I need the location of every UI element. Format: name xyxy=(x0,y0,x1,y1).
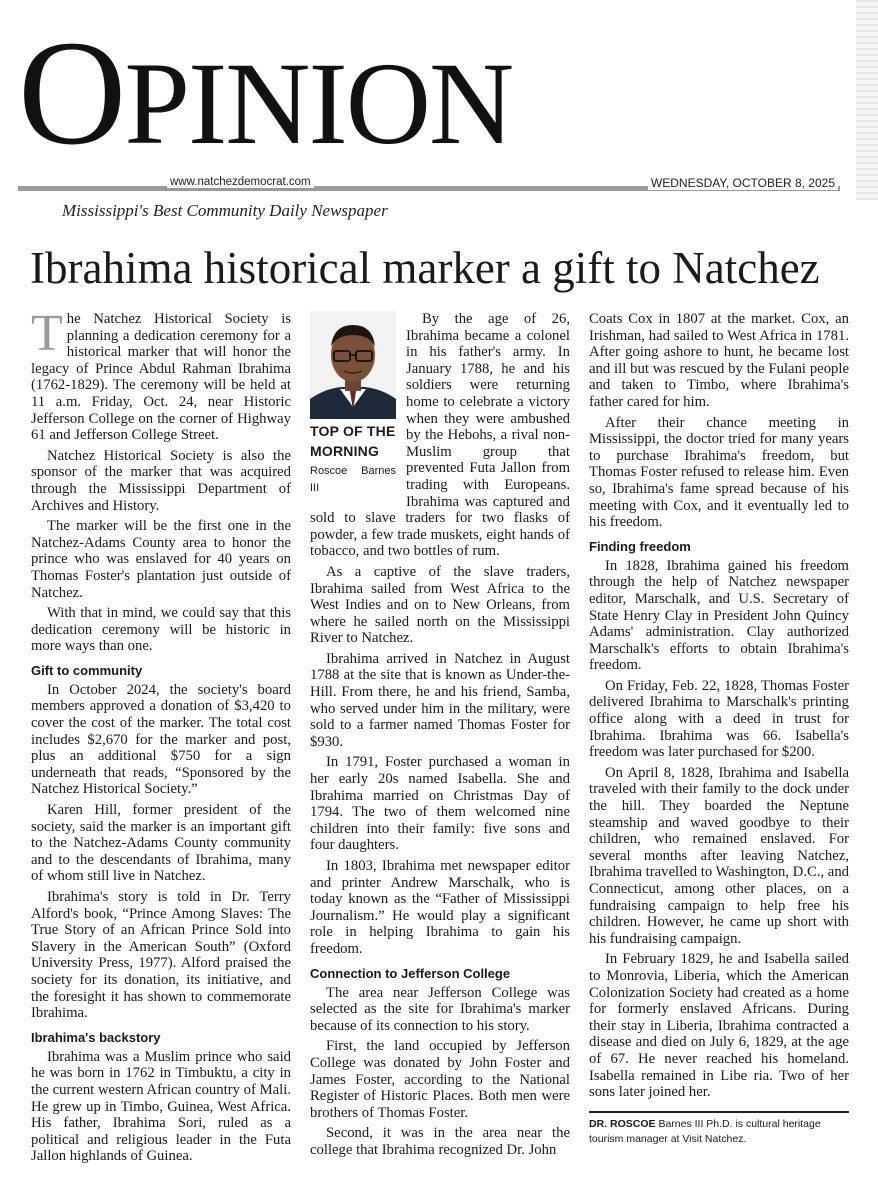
article-paragraph: By the age of 26, Ibrahima became a colonel in his father's army. In January 1788, he and his soldiers were returning home to celebrate a victory when they were ambushed by the Hebohs, a rival non-Muslim group that prevented Futa Jallon from trading with Europeans. Ibrahima was captured and sold to slave traders for two flasks of powder, a few trade muskets, eight hands of tobacco, and two bottles of rum. xyxy=(310,311,570,560)
subhead-jefferson: Connection to Jefferson College xyxy=(310,965,511,981)
article-paragraph: Karen Hill, former president of the society, said the marker is an important gift to the Natchez-Adams County community and to the descendants of Ibrahima, many of whom still live in Natchez. xyxy=(31,802,291,885)
article-paragraph: On Friday, Feb. 22, 1828, Thomas Foster delivered Ibrahima to Marschalk's printing office along with a deed in trust for Ibrahima. Ibrahima was 66. Isabella's freedom was later purchased for $200. xyxy=(589,677,849,761)
author-bio xyxy=(589,1111,849,1147)
article-paragraph: The area near Jefferson College was selected as the site for Ibrahima's marker because of its connection to his story. xyxy=(310,984,570,1034)
columnist-photo xyxy=(310,311,396,419)
article-paragraph: Ibrahima's story is told in Dr. Terry Alford's book, “Prince Among Slaves: The True Story of an African Prince Sold into Slavery in the American South” (Oxford University Press, 1977). Alford praised the society for its donation, its initiative, and the foresight it has shown to commemorate Ibrahima. xyxy=(31,889,291,1022)
article-column-2 xyxy=(310,311,570,1163)
bio-text: Barnes III Ph.D. is cultural heritage tourism manager at Visit Natchez. xyxy=(589,1117,821,1145)
drop-cap: T xyxy=(31,305,63,362)
article-paragraph: After their chance meeting in Mississippi, the doctor tried for many years to purchase Ibrahima's freedom, but Thomas Foster refused to release him. Even so, Ibrahima's fame spread because of his meeting with Cox, and it eventually led to his freedom. xyxy=(589,414,849,531)
article-paragraph: In 1803, Ibrahima met newspaper editor and printer Andrew Marschalk, who is today known as the “Father of Mississippi Journalism.” He would play a significant role in helping Ibrahima to gain his freedom. xyxy=(310,858,570,957)
article-paragraph: In October 2024, the society's board members approved a donation of $3,420 to cover the cost of the marker. The total cost includes $2,670 for the marker and post, plus an additional $750 for a sign underneath that reads, “Sponsored by the Natchez Historical Society.” xyxy=(31,681,291,798)
column-name: TOP OF THE MORNING xyxy=(310,423,396,459)
article-column-1 xyxy=(31,305,291,1169)
article-paragraph: Ibrahima arrived in Natchez in August 1788 at the site that is known as Under-the-Hill. From there, he and his friend, Samba, who served under him in the military, were sold to a farmer named Thomas Foster for $930. xyxy=(310,650,570,750)
article-paragraph: Second, it was in the area near the college that Ibrahima recognized Dr. John xyxy=(310,1125,570,1158)
bio-name: DR. ROSCOE xyxy=(589,1117,656,1130)
edge-stripe xyxy=(856,0,878,200)
article-column-3 xyxy=(589,311,849,1147)
subhead-gift: Gift to community xyxy=(31,662,143,678)
article-paragraph: Natchez Historical Society is also the sponsor of the marker that was acquired through the Mississippi Department of Archives and History. xyxy=(31,447,291,514)
article-paragraph: The marker will be the first one in the Natchez-Adams County area to honor the prince who was enslaved for 40 years on Thomas Foster's plantation just outside of Natchez. xyxy=(31,518,291,601)
article-paragraph: In 1791, Foster purchased a woman in her early 20s named Isabella. She and Ibrahima married on Christmas Day of 1794. The two of them welcomed nine children into their family: five sons and four daughters. xyxy=(310,754,570,854)
tagline: Mississippi's Best Community Daily Newspaper xyxy=(62,201,388,220)
issue-date: WEDNESDAY, OCTOBER 8, 2025 xyxy=(648,176,838,190)
subhead-backstory: Ibrahima's backstory xyxy=(31,1029,161,1045)
article-paragraph: Coats Cox in 1807 at the market. Cox, an Irishman, had sailed to West Africa in 1781. After going ashore to hunt, he became lost and ill but was rescued by the Fulani people and taken to Timbo, where Ibrahima's father cared for him. xyxy=(589,311,849,410)
article-paragraph: The Natchez Historical Society is planning a dedication ceremony for a historical marker that will honor the legacy of Prince Abdul Rahman Ibrahima (1762-1829). The ceremony will be held at 11 a.m. Friday, Oct. 24, near Historic Jefferson College on the corner of Highway 61 and Jefferson College Street. xyxy=(31,305,291,444)
article-paragraph: First, the land occupied by Jefferson College was donated by John Foster and James Foster, according to the National Register of Historic Places. Both men were brothers of Thomas Foster. xyxy=(310,1038,570,1121)
article-paragraph: In February 1829, he and Isabella sailed to Monrovia, Liberia, which the American Colonization Society had created as a home for formerly enslaved Africans. During their stay in Liberia, Ibrahima contracted a disease and died on July 6, 1829, at the age of 67. He never reached his homeland. Isabella remained in Libe ria. Two of her sons later joined her. xyxy=(589,951,849,1101)
article-paragraph: Ibrahima was a Muslim prince who said he was born in 1762 in Timbuktu, a city in the current western African country of Mali. He grew up in Timbo, Guinea, West Africa. His father, Ibrahima Sori, ruled as a political and religious leader in the Futa Jallon highlands of Guinea. xyxy=(31,1048,291,1165)
columnist-box xyxy=(310,311,396,496)
article-paragraph: In 1828, Ibrahima gained his freedom through the help of Natchez newspaper editor, Marschalk, and U.S. Secretary of State Henry Clay in President John Quincy Adams' administration. Clay authorized Marschalk's efforts to obtain Ibrahima's freedom. xyxy=(589,557,849,674)
column-author: Roscoe Barnes III xyxy=(310,465,396,494)
article-paragraph: As a captive of the slave traders, Ibrahima sailed from West Africa to the West Indies and on to New Orleans, from where he sailed north on the Mississippi River to Natchez. xyxy=(310,563,570,647)
article-paragraph: With that in mind, we could say that this dedication ceremony will be historic in more ways than one. xyxy=(31,605,291,655)
article-paragraph: On April 8, 1828, Ibrahima and Isabella traveled with their family to the dock under the hill. They boarded the Neptune steamship and waved goodbye to their children, who remained enslaved. For several months after leaving Natchez, Ibrahima travelled to Washington, D.C., and Connecticut, among other places, on a fundraising campaign to help free his children. However, he came up short with his fundraising campaign. xyxy=(589,764,850,947)
section-masthead: OPINION xyxy=(18,10,513,176)
headline: Ibrahima historical marker a gift to Natchez xyxy=(30,243,820,293)
site-url: www.natchezdemocrat.com xyxy=(167,176,314,188)
subhead-freedom: Finding freedom xyxy=(589,538,691,554)
